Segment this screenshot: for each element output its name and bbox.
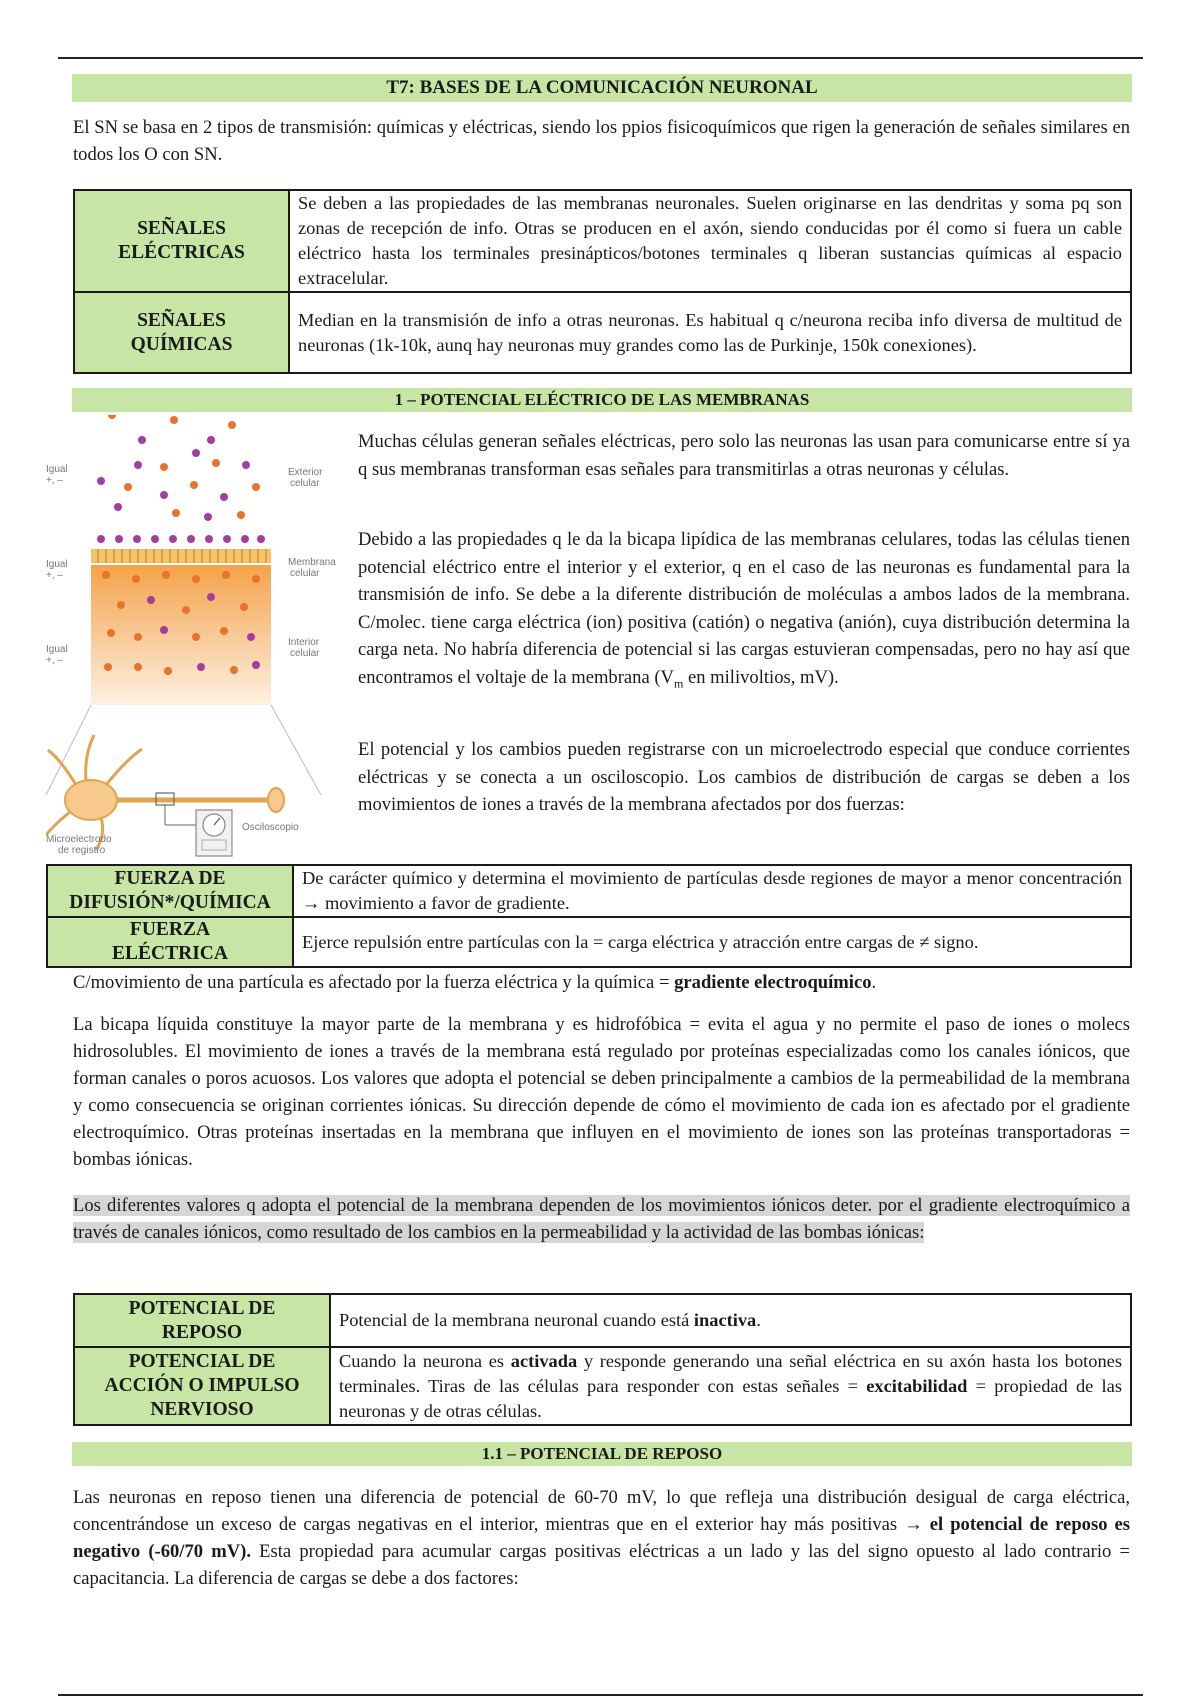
definition-diffusion-force: De carácter químico y determina el movimiento de partículas desde regiones de mayor a menor concentración → movimiento a favor de gradiente. (293, 865, 1131, 917)
label-exterior: Exterior (288, 467, 323, 478)
interior-region (91, 565, 271, 705)
bottom-rule (58, 1694, 1143, 1696)
table-row (74, 1294, 1131, 1347)
table-row (74, 190, 1131, 292)
svg-text:de registro: de registro (58, 845, 106, 856)
membrane-figure (46, 415, 346, 865)
highlight-paragraph: Los diferentes valores q adopta el potencial de la membrana dependen de los movimientos iónicos deter. por el gradiente electroquímico a través de canales iónicos, como resultado de los cambios en la permeabilidad y la actividad de las bombas iónicas: (73, 1195, 1130, 1243)
forces-table (46, 864, 1132, 968)
definition-chemical-signals: Median en la transmisión de info a otras neuronas. Es habitual q c/neurona reciba info diversa de multitud de neuronas (1k-10k, aunq hay neuronas muy grandes como las de Purkinje, 150k conexiones). (289, 292, 1131, 373)
definition-electric-force: Ejerce repulsión entre partículas con la = carga eléctrica y atracción entre cargas de ≠ signo. (293, 917, 1131, 967)
page-title: T7: BASES DE LA COMUNICACIÓN NEURONAL (72, 74, 1132, 102)
signals-table (73, 189, 1132, 374)
term-chemical-signals: SEÑALES QUÍMICAS (74, 292, 289, 373)
membrane-illustration (46, 415, 346, 865)
term-diffusion-force: FUERZA DE DIFUSIÓN*/QUÍMICA (47, 865, 293, 917)
membrane-bilayer (91, 535, 271, 563)
label-igual: Igual (46, 559, 68, 570)
term-resting-potential: POTENCIAL DE REPOSO (74, 1294, 330, 1347)
section1-paragraph-2: Debido a las propiedades q le da la bicapa lipídica de las membranas celulares, todas las células tienen potencial eléctrico entre el interior y el exterior, q en el caso de las neuronas es fundamental para la transmisión de info. Se debe a la diferente distribución de moléculas a ambos lados de la membrana. C/molec. tiene carga eléctrica (ion) positiva (catión) o negativa (anión), cuya distribución determina la carga neta. No habría diferencia de potencial si las cargas estuvieran compensadas, pero no hay así que encontramos el voltaje de la membrana ($V_m$ en milivoltios, mV). (358, 529, 1130, 691)
section1-paragraph-3: El potencial y los cambios pueden registrarse con un microelectrodo especial que conduce corrientes eléctricas y se conecta a un osciloscopio. Los cambios de distribución de cargas se deben a los movimientos de iones a través de la membrana afectados por dos fuerzas: (358, 739, 1130, 815)
svg-text:+, –: +, – (46, 655, 63, 666)
table-row (47, 917, 1131, 967)
table-row (74, 1347, 1131, 1425)
svg-text:celular: celular (290, 648, 320, 659)
table-row (47, 865, 1131, 917)
label-microelectrodo: Microelectrodo (46, 834, 112, 845)
svg-text:celular: celular (290, 478, 320, 489)
table-row (74, 292, 1131, 373)
bilayer-paragraph: La bicapa líquida constituye la mayor parte de la membrana y es hidrofóbica = evita el agua y no permite el paso de iones o molecs hidrosolubles. El movimiento de iones a través de la membrana está regulado por proteínas especializadas como los canales iónicos, que forman canales o poros acuosos. Los valores que adopta el potencial se deben principalmente a cambios de la permeabilidad de la membrana y como consecuencia se originan corrientes iónicas. Su dirección depende de cómo el movimiento de cada ion es afectado por el gradiente electroquímico. Otras proteínas insertadas en la membrana que influyen en el movimiento de iones son las proteínas transportadoras = bombas iónicas. (73, 1014, 1130, 1170)
svg-text:+, –: +, – (46, 570, 63, 581)
resting-potential-paragraph: Las neuronas en reposo tienen una diferencia de potencial de 60-70 mV, lo que refleja una distribución desigual de carga eléctrica, concentrándose un exceso de cargas negativas en el interior, mientras que en el exterior hay más positivas → el potencial de reposo es negativo (-60/70 mV). Esta propiedad para acumular cargas positivas eléctricas a un lado y las del signo opuesto al lado contrario = capacitancia. La diferencia de cargas se debe a dos factores: (73, 1487, 1130, 1589)
label-igual: Igual (46, 464, 68, 475)
definition-resting-potential: Potencial de la membrana neuronal cuando está inactiva. (330, 1294, 1131, 1347)
section-heading-1: 1 – POTENCIAL ELÉCTRICO DE LAS MEMBRANAS (72, 388, 1132, 412)
definition-action-potential: Cuando la neurona es activada y responde generando una señal eléctrica en su axón hasta los botones terminales. Tiras de las células para responder con estas señales = excitabilidad = propiedad de las neuronas y de otras células. (330, 1347, 1131, 1425)
section-heading-1-1: 1.1 – POTENCIAL DE REPOSO (72, 1442, 1132, 1466)
term-electrical-signals: SEÑALES ELÉCTRICAS (74, 190, 289, 292)
definition-electrical-signals: Se deben a las propiedades de las membranas neuronales. Suelen originarse en las dendritas y soma pq son zonas de recepción de info. Otras se producen en el axón, siendo conducidas por él como si fuera un cable eléctrico hasta los terminales presinápticos/botones terminales q liberan sustancias químicas al espacio extracelular. (289, 190, 1131, 292)
term-action-potential: POTENCIAL DE ACCIÓN O IMPULSO NERVIOSO (74, 1347, 330, 1425)
exterior-ions (97, 415, 260, 521)
oscilloscope-drawing (196, 810, 232, 856)
label-osciloscopio: Osciloscopio (242, 822, 299, 833)
label-membrana: Membrana (288, 557, 336, 568)
term-electric-force: FUERZA ELÉCTRICA (47, 917, 293, 967)
label-interior: Interior (288, 637, 320, 648)
label-igual: Igual (46, 644, 68, 655)
intro-paragraph: El SN se basa en 2 tipos de transmisión: químicas y eléctricas, siendo los ppios fisicoquímicos que rigen la generación de señales similares en todos los O con SN. (73, 117, 1130, 165)
top-rule (58, 57, 1143, 59)
gradient-line: C/movimiento de una partícula es afectado por la fuerza eléctrica y la química = gradiente electroquímico. (73, 972, 877, 993)
section1-paragraph-1: Muchas células generan señales eléctricas, pero solo las neuronas las usan para comunicarse entre sí ya q sus membranas transforman esas señales para transmitirlas a otras neuronas y células. (358, 431, 1130, 480)
potential-table (73, 1293, 1132, 1426)
svg-text:+, –: +, – (46, 475, 63, 486)
svg-text:celular: celular (290, 568, 320, 579)
